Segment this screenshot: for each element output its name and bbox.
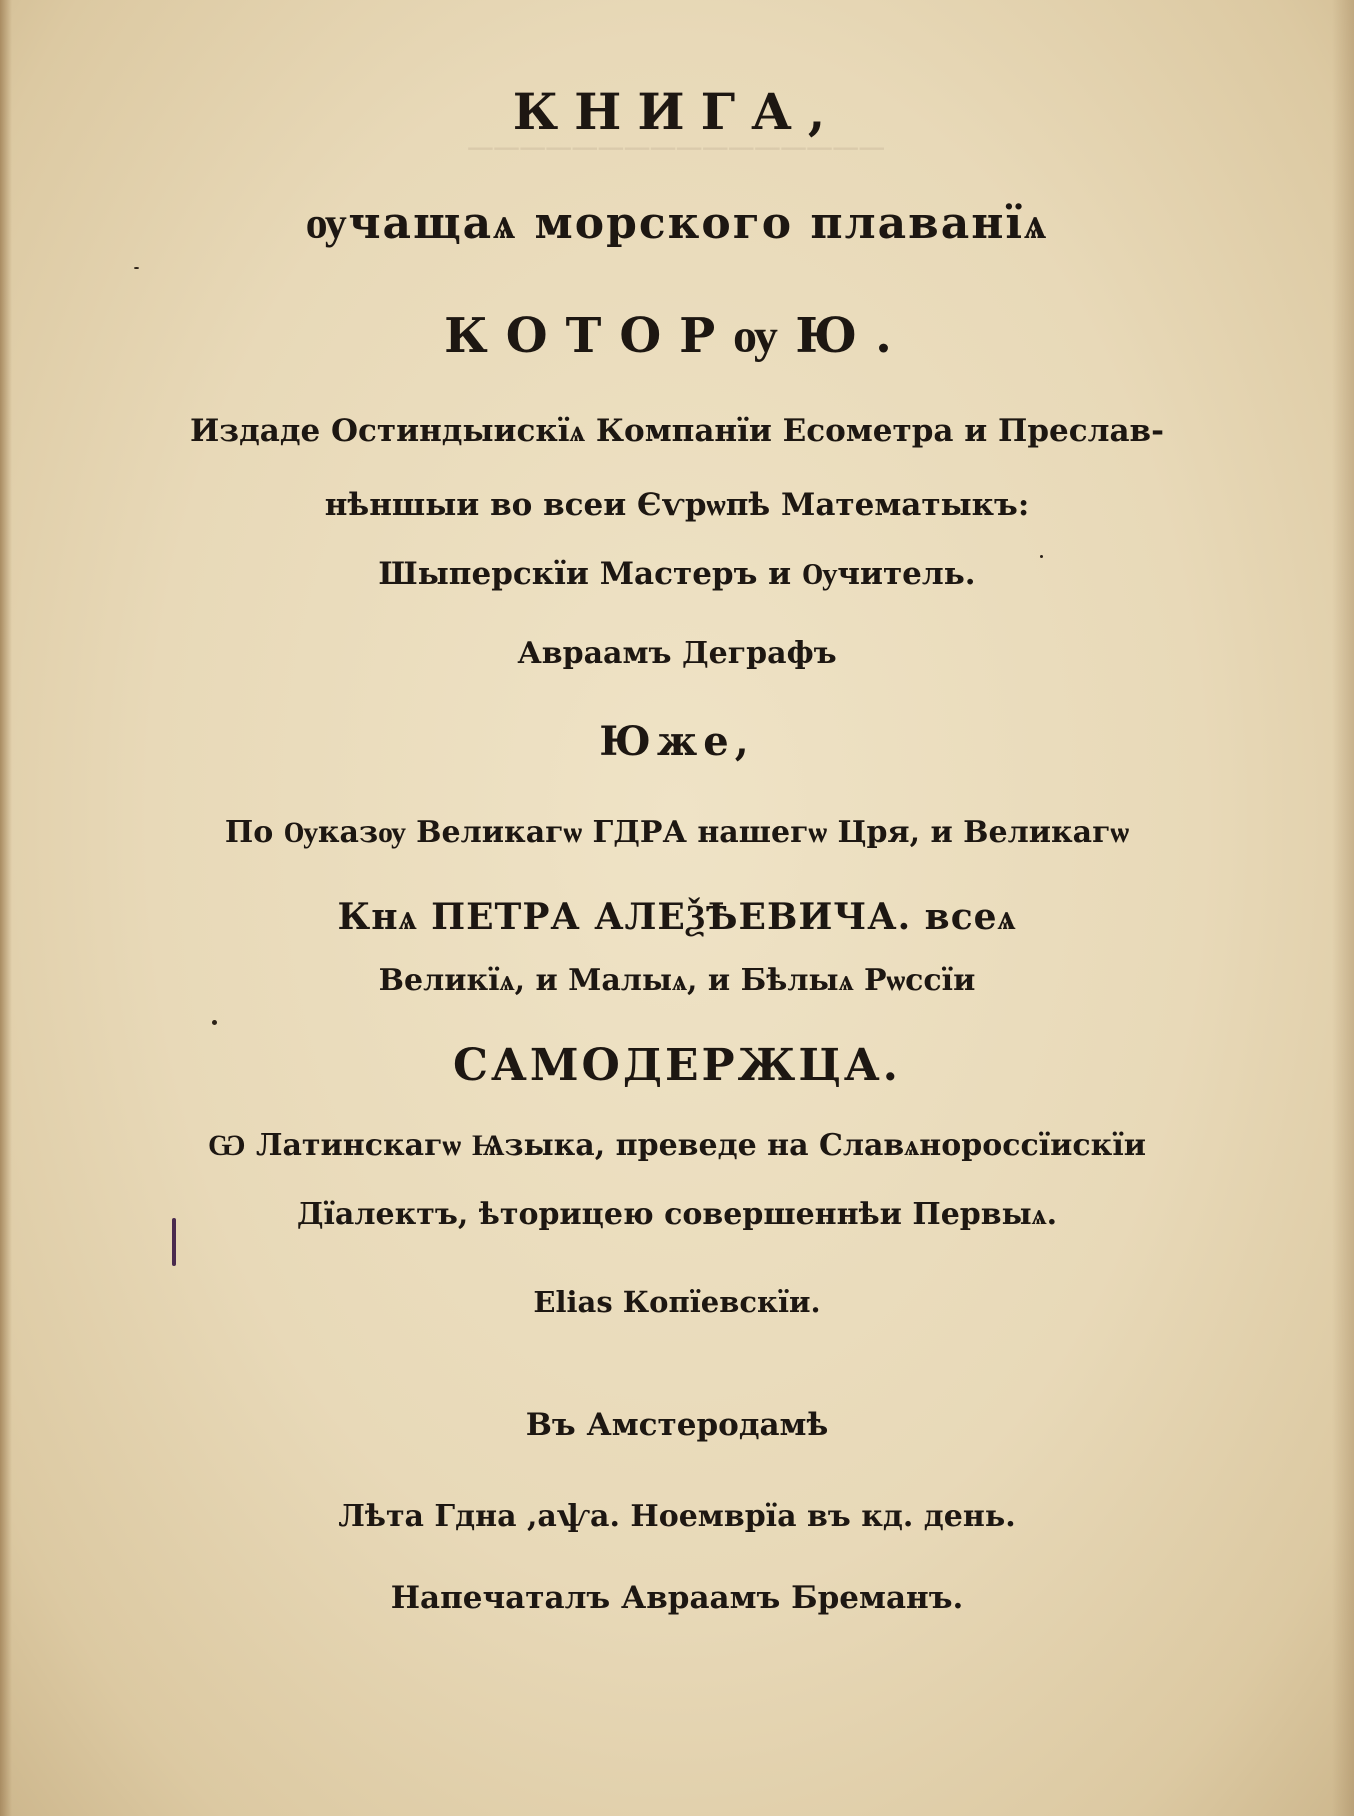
title-autocrat: САМОДЕРЖЦА. (452, 1040, 902, 1091)
ink-speck (134, 267, 139, 269)
decree-line-1: По Ѹказѹ Великагѡ ГДРА нашегѡ Цря, и Великагѡ (224, 815, 1130, 850)
title-which: КОТОРѹЮ. (444, 308, 910, 364)
ink-mark (172, 1218, 176, 1266)
imprint-printer: Напечаталъ Авраамъ Бреманъ. (390, 1580, 964, 1616)
imprint-date: Лѣта Гдна ,аѱа. Ноемврїа въ кд. день. (338, 1499, 1016, 1534)
ink-speck (212, 1020, 217, 1025)
publisher-line-1: Издаде Остиндыискїѧ Компанїи Есометра и Преслав- (190, 413, 1164, 449)
ink-speck (1040, 555, 1043, 558)
translation-line-1: Ѡ Латинскагѡ Ѩзыка, преведе на Славѧнороссїискїи (208, 1128, 1146, 1163)
translator-name: Elias Копїевскїи. (533, 1285, 821, 1319)
translation-line-2: Дїалектъ, ѣторицею совершеннѣи Первыѧ. (296, 1197, 1058, 1232)
decree-line-3: Великїѧ, и Малыѧ, и Бѣлыѧ Рѡссїи (378, 963, 976, 998)
imprint-place: Въ Амстеродамѣ (525, 1407, 829, 1443)
subtitle-teaching: ѹчащаѧ морского плаванїѧ (305, 198, 1049, 249)
bleed-through-decoration: ──────────────── (468, 130, 886, 167)
which-word: Юже, (599, 718, 755, 765)
publisher-line-3: Шыперскїи Мастеръ и Ѹчитель. (378, 556, 976, 592)
decree-line-2: Кнѧ ПЕТРА АЛЕѮѢЕВИЧА. всеѧ (337, 896, 1017, 938)
title-book: КНИГА, (512, 82, 842, 141)
author-name: Авраамъ Деграфъ (517, 636, 837, 671)
publisher-line-2: нѣншыи во всеи Єѵрѡпѣ Математыкъ: (324, 487, 1030, 523)
